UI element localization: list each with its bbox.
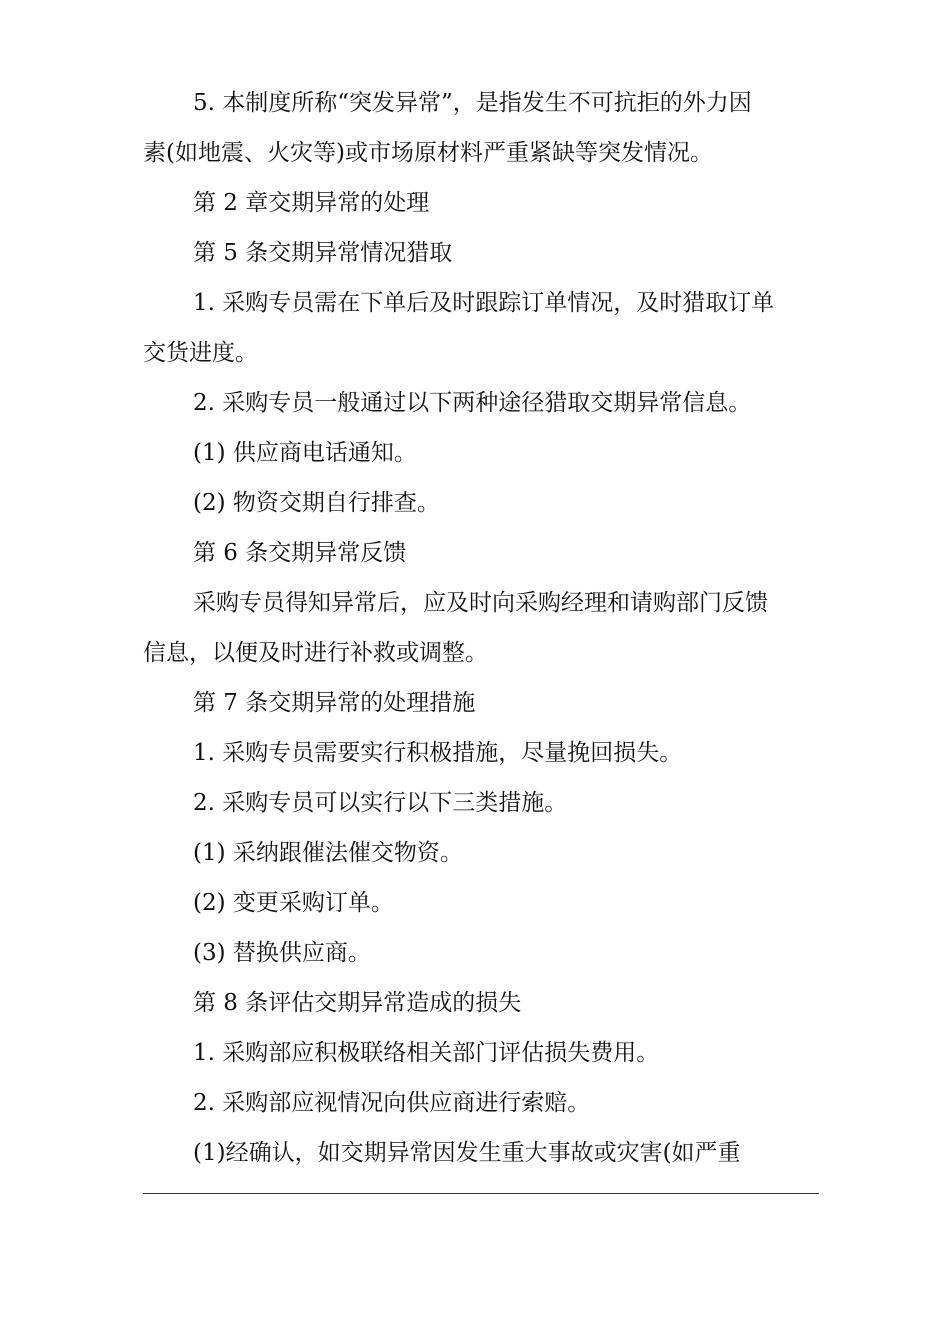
text-line: 素(如地震、火灾等)或市场原材料严重紧缺等突发情况。	[143, 140, 713, 166]
text-line: 1. 采购专员需要实行积极措施，尽量挽回损失。	[193, 740, 683, 766]
footer-divider	[143, 1193, 819, 1194]
text-line: 1. 采购部应积极联络相关部门评估损失费用。	[193, 1040, 660, 1066]
list-item: (2) 物资交期自行排查。	[193, 490, 440, 516]
article-heading: 第 8 条评估交期异常造成的损失	[193, 990, 522, 1016]
text-line: 2. 采购部应视情况向供应商进行索赔。	[193, 1090, 591, 1116]
text-line: 2. 采购专员一般通过以下两种途径猎取交期异常信息。	[193, 390, 752, 416]
text-line: 5. 本制度所称“突发异常”，是指发生不可抗拒的外力因	[193, 90, 752, 116]
list-item: (1)经确认，如交期异常因发生重大事故或灾害(如严重	[193, 1140, 741, 1166]
list-item: (1) 供应商电话通知。	[193, 440, 417, 466]
list-item: (3) 替换供应商。	[193, 940, 371, 966]
article-heading: 第 5 条交期异常情况猎取	[193, 240, 453, 266]
text-line: 信息，以便及时进行补救或调整。	[143, 640, 488, 666]
document-body	[143, 78, 823, 1178]
text-line: 1. 采购专员需在下单后及时跟踪订单情况，及时猎取订单	[193, 290, 775, 316]
text-line: 交货进度。	[143, 340, 258, 366]
chapter-heading: 第 2 章交期异常的处理	[193, 190, 430, 216]
text-line: 采购专员得知异常后，应及时向采购经理和请购部门反馈	[193, 590, 768, 616]
article-heading: 第 7 条交期异常的处理措施	[193, 690, 476, 716]
text-line: 2. 采购专员可以实行以下三类措施。	[193, 790, 568, 816]
list-item: (1) 采纳跟催法催交物资。	[193, 840, 463, 866]
article-heading: 第 6 条交期异常反馈	[193, 540, 407, 566]
list-item: (2) 变更采购订单。	[193, 890, 394, 916]
